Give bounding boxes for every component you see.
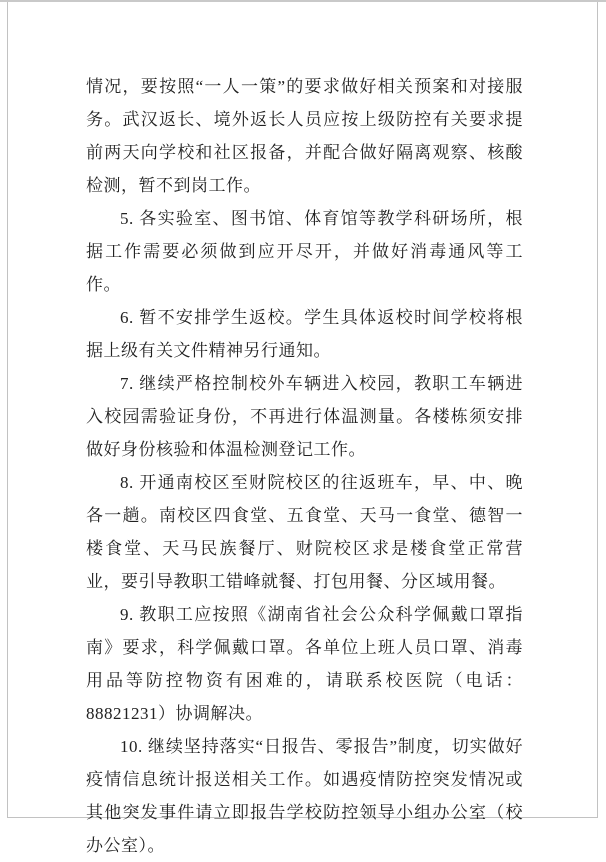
paragraph-item-9: 9. 教职工应按照《湖南省社会公众科学佩戴口罩指南》要求，科学佩戴口罩。各单位上班人员口罩、消毒用品等防控物资有困难的，请联系校医院（电话：88821231）协调解决。: [86, 605, 523, 723]
paragraph-item-8: 8. 开通南校区至财院校区的往返班车，早、中、晚各一趟。南校区四食堂、五食堂、天马一食堂、德智一楼食堂、天马民族餐厅、财院校区求是楼食堂正常营业，要引导教职工错峰就餐、打包用餐、分区域用餐。: [86, 473, 523, 591]
paragraph-item-6: 6. 暂不安排学生返校。学生具体返校时间学校将根据上级有关文件精神另行通知。: [86, 308, 523, 360]
paragraph-continuation: 情况，要按照“一人一策”的要求做好相关预案和对接服务。武汉返长、境外返长人员应按上级防控有关要求提前两天向学校和社区报备，并配合做好隔离观察、核酸检测，暂不到岗工作。: [86, 77, 523, 195]
paragraph-item-10: 10. 继续坚持落实“日报告、零报告”制度，切实做好疫情信息统计报送相关工作。如遇疫情防控突发情况或其他突发事件请立即报告学校防控领导小组办公室（校办公室）。: [86, 737, 523, 855]
paragraph-item-5: 5. 各实验室、图书馆、体育馆等教学科研场所，根据工作需要必须做到应开尽开，并做好消毒通风等工作。: [86, 209, 523, 294]
document-page: [7, 2, 598, 855]
document-body-text: [8, 2, 597, 855]
paragraph-item-7: 7. 继续严格控制校外车辆进入校园，教职工车辆进入校园需验证身份，不再进行体温测量。各楼栋须安排做好身份核验和体温检测登记工作。: [86, 374, 523, 459]
